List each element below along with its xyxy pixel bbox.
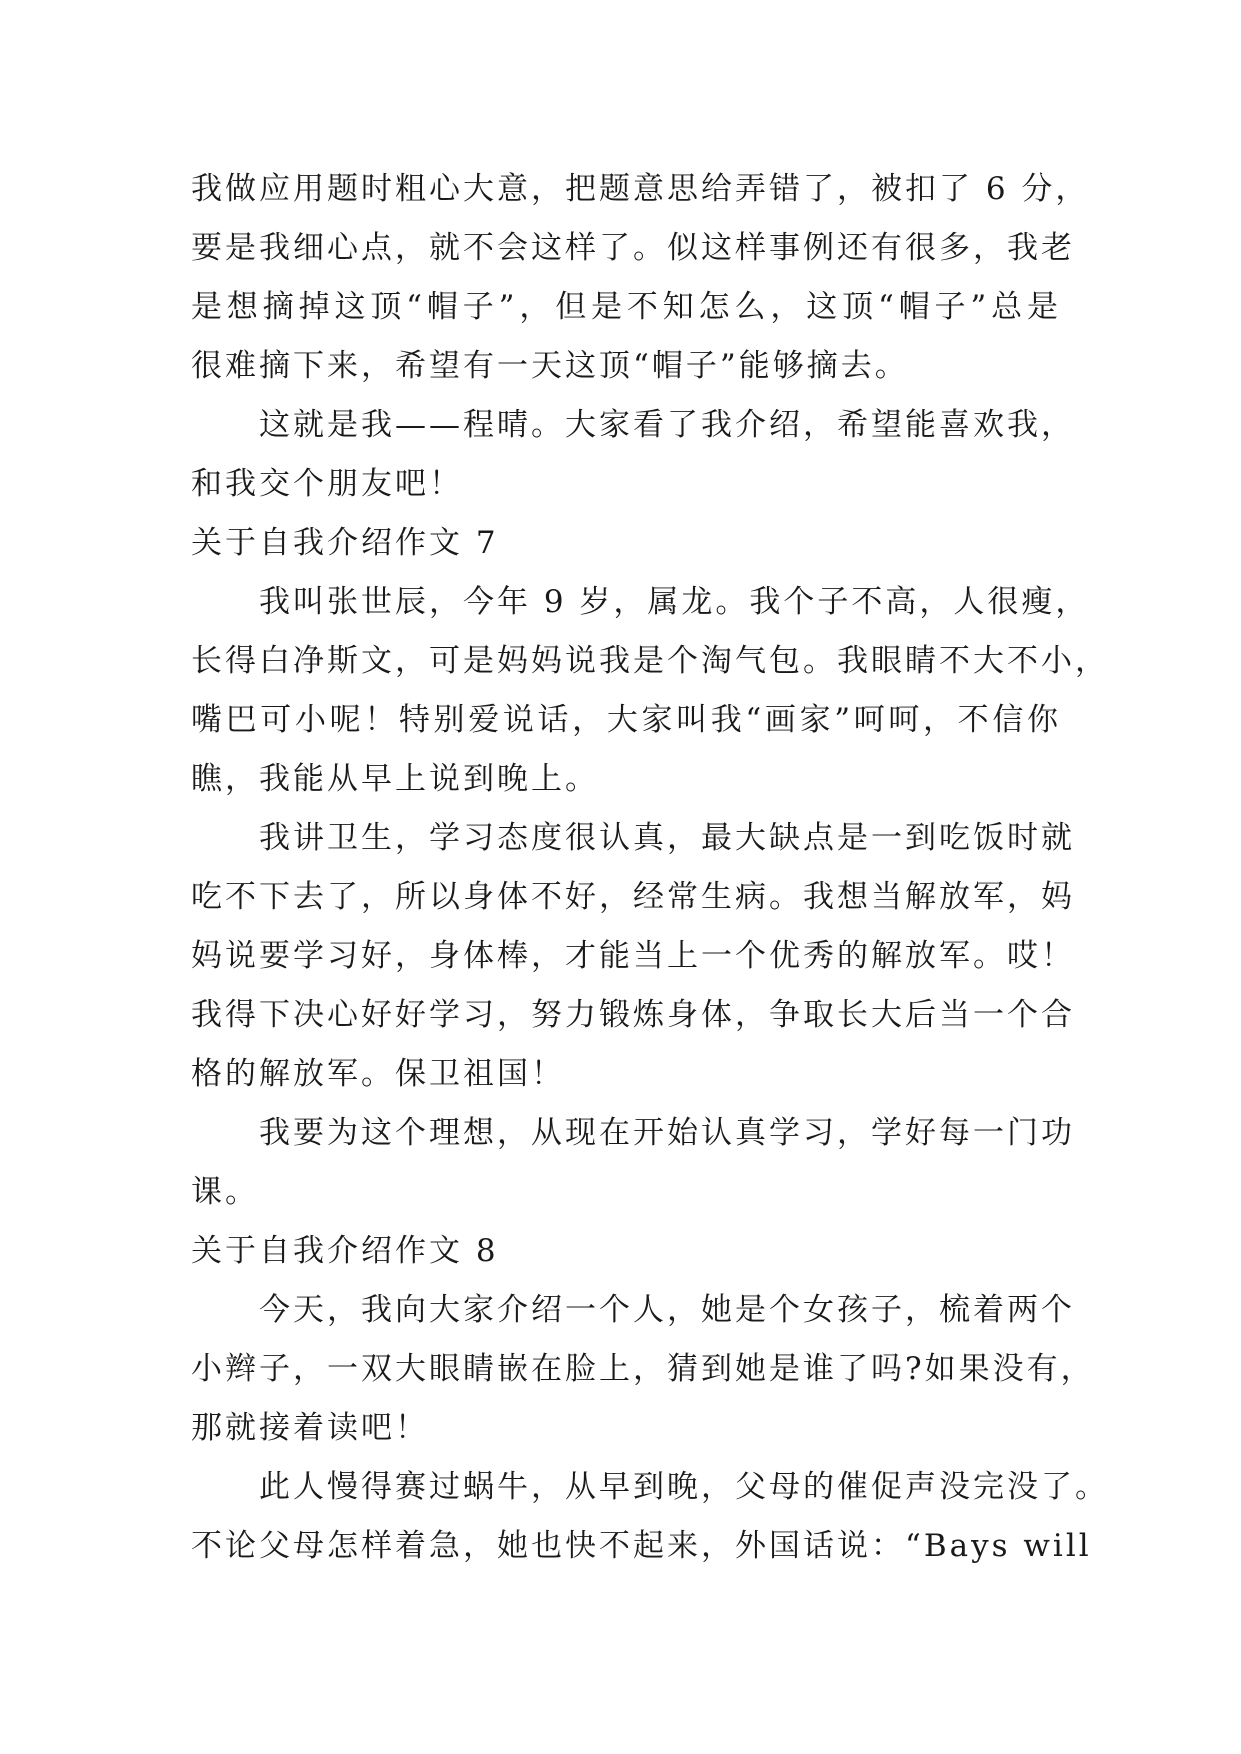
text-line: 今天，我向大家介绍一个人，她是个女孩子，梳着两个: [259, 1292, 1075, 1328]
text-line: 那就接着读吧！: [191, 1410, 429, 1446]
text-line: 和我交个朋友吧！: [191, 466, 463, 502]
section-heading: 关于自我介绍作文 8: [191, 1233, 499, 1269]
text-line: 是想摘掉这顶“帽子”，但是不知怎么，这顶“帽子”总是: [191, 289, 1061, 325]
text-line: 我得下决心好好学习，努力锻炼身体，争取长大后当一个合: [191, 997, 1075, 1033]
text-line: 我做应用题时粗心大意，把题意思给弄错了，被扣了 6 分，: [191, 171, 1090, 207]
text-line: 要是我细心点，就不会这样了。似这样事例还有很多，我老: [191, 230, 1075, 266]
section-heading: 关于自我介绍作文 7: [191, 525, 499, 561]
text-line: 此人慢得赛过蜗牛，从早到晚，父母的催促声没完没了。: [259, 1469, 1109, 1505]
text-line: 长得白净斯文，可是妈妈说我是个淘气包。我眼睛不大不小，: [191, 643, 1109, 679]
document-body: [191, 160, 1109, 1576]
text-line: 小辫子，一双大眼睛嵌在脸上，猜到她是谁了吗?如果没有，: [191, 1351, 1095, 1387]
text-line: 课。: [191, 1174, 259, 1210]
text-line: 我叫张世辰，今年 9 岁，属龙。我个子不高，人很瘦，: [259, 584, 1090, 620]
text-line: 格的解放军。保卫祖国！: [191, 1056, 565, 1092]
text-line: 不论父母怎样着急，她也快不起来，外国话说：“Bays will: [191, 1528, 1092, 1564]
text-line: 我要为这个理想，从现在开始认真学习，学好每一门功: [259, 1115, 1075, 1151]
text-line: 瞧，我能从早上说到晚上。: [191, 761, 599, 797]
text-line: 这就是我——程晴。大家看了我介绍，希望能喜欢我，: [259, 407, 1075, 443]
text-line: 妈说要学习好，身体棒，才能当上一个优秀的解放军。哎！: [191, 938, 1075, 974]
text-line: 我讲卫生，学习态度很认真，最大缺点是一到吃饭时就: [259, 820, 1075, 856]
text-line: 吃不下去了，所以身体不好，经常生病。我想当解放军，妈: [191, 879, 1075, 915]
text-line: 嘴巴可小呢！特别爱说话，大家叫我“画家”呵呵，不信你: [191, 702, 1061, 738]
text-line: 很难摘下来，希望有一天这顶“帽子”能够摘去。: [191, 348, 909, 384]
